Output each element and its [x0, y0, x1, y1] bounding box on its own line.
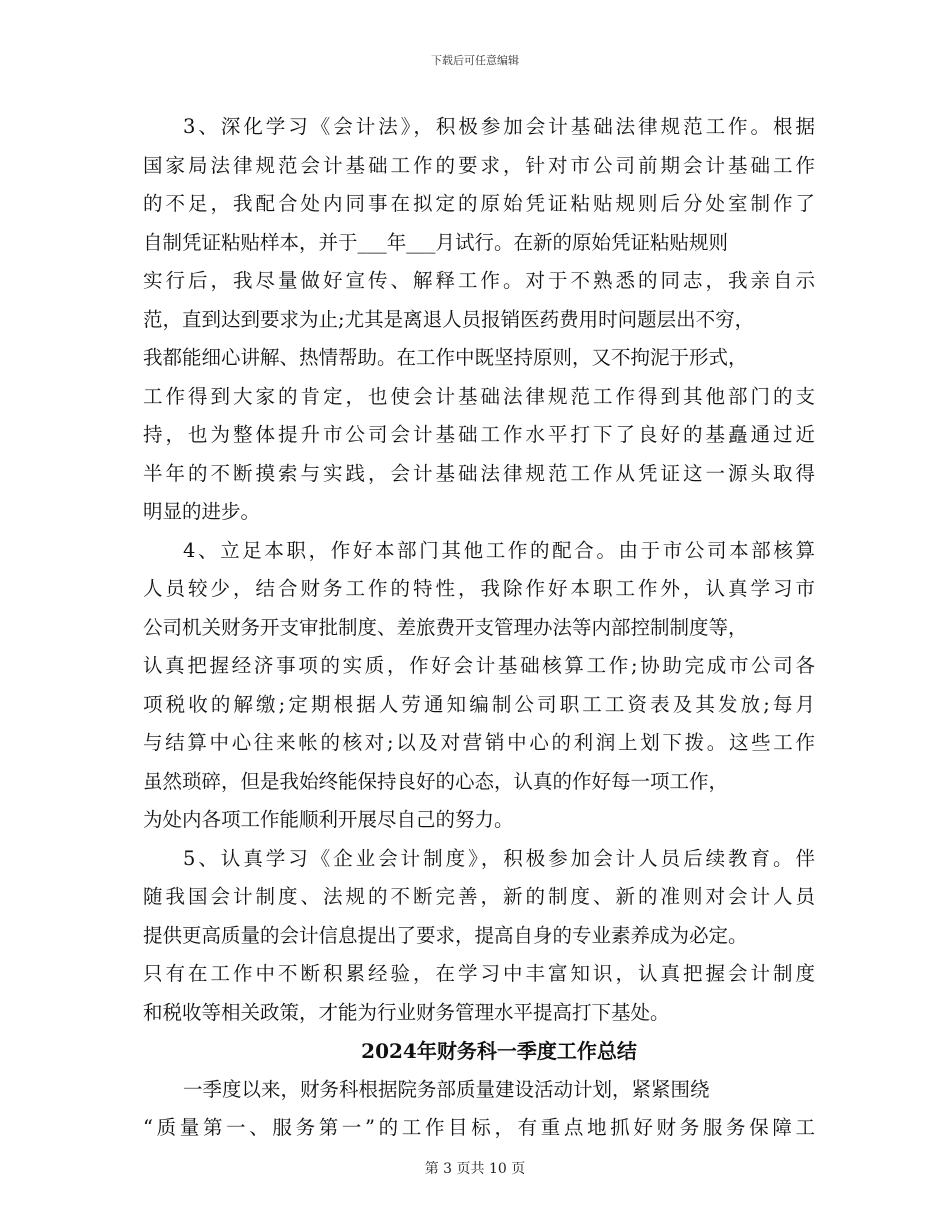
paragraph-3-line-11: 明显的进步。	[143, 500, 261, 523]
paragraph-3-line-7: 我都能细心讲解、热情帮助。在工作中既坚持原则，又不拘泥于形式，	[143, 346, 748, 369]
paragraph-3-line-1: 3、深化学习《会计法》，积极参加会计基础法律规范工作。根据	[183, 115, 815, 138]
paragraph-4-line-6: 与结算中心往来帐的核对;以及对营销中心的利润上划下拨。这些工作	[143, 731, 815, 754]
paragraph-3-line-4: 自制凭证粘贴样本，并于___年___月试行。在新的原始凭证粘贴规则	[143, 230, 729, 254]
paragraph-6-line-2: “质量第一、服务第一”的工作目标，有重点地抓好财务服务保障工	[143, 1116, 815, 1139]
paragraph-5-line-5: 和税收等相关政策，才能为行业财务管理水平提高打下基处。	[143, 1000, 670, 1024]
paragraph-3-line-9: 持，也为整体提升市公司会计基础工作水平打下了良好的基矗通过近	[143, 423, 815, 446]
document-body	[143, 108, 815, 1148]
paragraph-4-line-8: 为处内各项工作能顺利开展尽自己的努力。	[143, 808, 514, 831]
paragraph-3-line-3: 的不足，我配合处内同事在拟定的原始凭证粘贴规则后分处室制作了	[143, 192, 815, 215]
paragraph-3-line-5: 实行后，我尽量做好宣传、解释工作。对于不熟悉的同志，我亲自示	[143, 269, 815, 292]
paragraph-5-line-3: 提供更高质量的会计信息提出了要求，提高自身的专业素养成为必定。	[143, 923, 748, 947]
paragraph-4-line-2: 人员较少，结合财务工作的特性，我除作好本职工作外，认真学习市	[143, 577, 815, 600]
paragraph-4-line-5: 项税收的解缴;定期根据人劳通知编制公司职工工资表及其发放;每月	[143, 692, 815, 716]
paragraph-3-line-2: 国家局法律规范会计基础工作的要求，针对市公司前期会计基础工作	[143, 153, 815, 177]
paragraph-5-line-4: 只有在工作中不断积累经验，在学习中丰富知识，认真把握会计制度	[143, 962, 815, 985]
paragraph-5-line-1: 5、认真学习《企业会计制度》，积极参加会计人员后续教育。伴	[183, 846, 815, 870]
paragraph-4-line-4: 认真把握经济事项的实质，作好会计基础核算工作;协助完成市公司各	[143, 654, 815, 677]
section-title: 2024年财务科一季度工作总结	[361, 1039, 637, 1063]
paragraph-3-line-8: 工作得到大家的肯定，也使会计基础法律规范工作得到其他部门的支	[143, 384, 815, 408]
page-header: 下载后可任意编辑	[431, 54, 519, 67]
paragraph-4-line-7: 虽然琐碎，但是我始终能保持良好的心态，认真的作好每一项工作，	[143, 769, 729, 793]
paragraph-5-line-2: 随我国会计制度、法规的不断完善，新的制度、新的准则对会计人员	[143, 885, 815, 908]
paragraph-3-line-6: 范，直到达到要求为止;尤其是离退人员报销医药费用时问题层出不穷，	[143, 307, 755, 331]
paragraph-4-line-1: 4、立足本职，作好本部门其他工作的配合。由于市公司本部核算	[183, 538, 815, 562]
page-footer: 第 3 页共 10 页	[424, 1161, 526, 1177]
paragraph-3-line-10: 半年的不断摸索与实践，会计基础法律规范工作从凭证这一源头取得	[143, 461, 815, 485]
paragraph-6-line-1: 一季度以来，财务科根据院务部质量建设活动计划，紧紧围绕	[183, 1077, 710, 1101]
paragraph-4-line-3: 公司机关财务开支审批制度、差旅费开支管理办法等内部控制制度等，	[143, 615, 748, 639]
